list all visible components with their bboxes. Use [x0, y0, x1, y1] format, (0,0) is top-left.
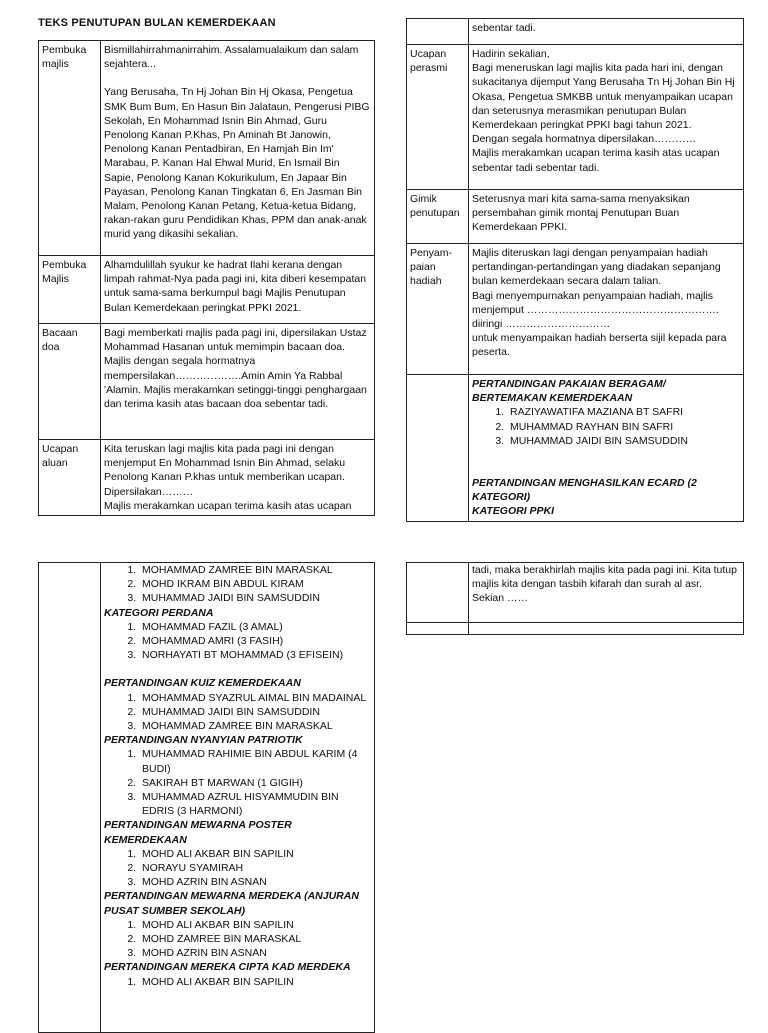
- script-cell: [101, 41, 375, 256]
- script-cell: [469, 19, 744, 45]
- script-cell: [101, 563, 375, 1033]
- role-cell: [407, 375, 469, 522]
- list-item: 3. MOHD AZRIN BIN ASNAN: [139, 875, 371, 889]
- script-cell: [101, 440, 375, 516]
- section-heading: PERTANDINGAN KUIZ KEMERDEKAAN: [104, 677, 301, 690]
- paragraph: Alhamdulillah syukur ke hadrat Ilahi kerana dengan limpah rahmat-Nya pada pagi ini, kita diberi kesempatan untuk sama-sama berkumpul bagi Majlis Penutupan Bulan Kemerdekaan peringkat PPKI 2021.: [104, 259, 367, 314]
- list-item: 1. MOHD ALI AKBAR BIN SAPILIN: [139, 847, 371, 861]
- script-table-2: [406, 18, 744, 522]
- list-item: 3. MOHAMMAD ZAMREE BIN MARASKAL: [139, 719, 371, 733]
- script-cell: [469, 45, 744, 190]
- paragraph: Bagi memberkati majlis pada pagi ini, dipersilakan Ustaz Mohammad Hasanan untuk memimpin bacaan doa. Majlis dengan segala hormatnya mempersilakan……………….Amin Amin Ya Rabbal 'Alamin. Majlis merakamkan setinggi-tinggi penghargaan dan terima kasih atas bacaan doa sebentar tadi.: [104, 327, 367, 411]
- list-item: 1. MOHAMMAD SYAZRUL AIMAL BIN MADAINAL: [139, 691, 371, 705]
- section-heading: PERTANDINGAN MEREKA CIPTA KAD MERDEKA: [104, 961, 351, 974]
- script-table-4: [406, 562, 744, 635]
- list-item: 2. MUHAMMAD RAYHAN BIN SAFRI: [507, 420, 740, 434]
- list-item: 1. MOHAMMAD FAZIL (3 AMAL): [139, 620, 371, 634]
- paragraph: Dengan segala hormatnya dipersilakan…………: [472, 133, 697, 146]
- section-heading: PERTANDINGAN PAKAIAN BERAGAM/ BERTEMAKAN KEMERDEKAAN: [472, 378, 666, 405]
- paragraph: tadi, maka berakhirlah majlis kita pada pagi ini. Kita tutup majlis kita dengan tasbih kifarah dan surah al asr.: [472, 564, 737, 591]
- list-item: 3. MUHAMMAD AZRUL HISYAMMUDIN BIN EDRIS (3 HARMONI): [139, 790, 371, 818]
- paragraph: sebentar tadi.: [472, 22, 536, 34]
- role-cell: Gimik penutupan: [407, 190, 469, 244]
- paragraph: Majlis merakamkan ucapan terima kasih atas ucapan: [104, 499, 352, 512]
- winner-list: [104, 847, 371, 890]
- winner-list: [104, 620, 371, 663]
- script-cell: [469, 375, 744, 522]
- list-item: 3. MUHAMMAD JAIDI BIN SAMSUDDIN: [139, 591, 371, 605]
- table-row: [407, 563, 744, 623]
- winner-list: [104, 691, 371, 734]
- section-heading: KATEGORI PPKI: [472, 505, 555, 518]
- table-row: [39, 256, 375, 324]
- list-item: 2. MUHAMMAD JAIDI BIN SAMSUDDIN: [139, 705, 371, 719]
- list-item: 2. SAKIRAH BT MARWAN (1 GIGIH): [139, 776, 371, 790]
- paragraph: Kita teruskan lagi majlis kita pada pagi ini dengan menjemput En Mohammad Isnin Bin Ahmad, selaku Penolong Kanan P.khas untuk memberikan ucapan. Dipersilakan………: [104, 443, 346, 498]
- paragraph: Majlis merakamkan ucapan terima kasih atas ucapan sebentar tadi sebentar tadi.: [472, 147, 720, 174]
- paragraph: Seterusnya mari kita sama-sama menyaksikan persembahan gimik montaj Penutupan Buan Kemerdekaan PPKI.: [472, 193, 690, 234]
- table-row: [407, 190, 744, 244]
- role-cell: Ucapan aluan: [39, 440, 101, 516]
- paragraph: Bismillahirrahmanirrahim. Assalamualaikum dan salam sejahtera...: [104, 44, 359, 71]
- script-cell: [469, 623, 744, 635]
- section-heading: PERTANDINGAN NYANYIAN PATRIOTIK: [104, 734, 303, 747]
- list-item: 3. NORHAYATI BT MOHAMMAD (3 EFISEIN): [139, 648, 371, 662]
- role-cell: Bacaan doa: [39, 324, 101, 440]
- list-item: 2. MOHD ZAMREE BIN MARASKAL: [139, 932, 371, 946]
- winner-list: [104, 918, 371, 961]
- list-item: 1. MOHAMMAD ZAMREE BIN MARASKAL: [139, 563, 371, 577]
- winner-list: [472, 405, 740, 448]
- section-heading: PERTANDINGAN MEWARNA MERDEKA (ANJURAN PUSAT SUMBER SEKOLAH): [104, 890, 359, 917]
- list-item: 1. MOHD ALI AKBAR BIN SAPILIN: [139, 975, 371, 989]
- paragraph: Yang Berusaha, Tn Hj Johan Bin Hj Okasa, Pengetua SMK Bum Bum, En Hasun Bin Jalataun, Pengerusi PIBG Sekolah, En Mohammad Isnin Bin Ahmad, Guru Penolong Kanan P.Khas, Pn Aminah Bt Janowin, Penolong Kanan Pentadbiran, En Hamjah Bin Im' Marabau, P. Kanan Hal Ehwal Murid, En Ismail Bin Sapie, Penolong Kanan Kokurikulum, En Japaar Bin Payasan, Penolong Kanan Tingkatan 6, En Jasman Bin Malam, Penolong Kanan Petang, Ketua-ketua Bidang, rakan-rakan guru Pendidikan Khas, PPM dan anak-anak murid yang dikasihi sekalian.: [104, 86, 370, 241]
- table-row: [39, 440, 375, 516]
- list-item: 3. MOHD AZRIN BIN ASNAN: [139, 946, 371, 960]
- role-cell: Pembuka majlis: [39, 41, 101, 256]
- table-row: [39, 41, 375, 256]
- list-item: 1. MUHAMMAD RAHIMIE BIN ABDUL KARIM (4 BUDI): [139, 747, 371, 775]
- winner-list: [104, 975, 371, 989]
- script-cell: [469, 563, 744, 623]
- paragraph: Bagi menyempurnakan penyampaian hadiah, majlis menjemput ……………………………………………….: [472, 289, 719, 316]
- table-row: [407, 45, 744, 190]
- paragraph: Bagi meneruskan lagi majlis kita pada hari ini, dengan sukacitanya dijemput Yang Berusaha Tn Hj Johan Bin Hj Okasa, Pengetua SMKBB untuk menyampaikan ucapan dan seterusnya merasmikan penutupan Bulan Kemerdekaan peringkat PPKI bagi tahun 2021.: [472, 62, 735, 132]
- role-cell: [407, 563, 469, 623]
- script-cell: [101, 324, 375, 440]
- table-row: [407, 375, 744, 522]
- script-cell: [101, 256, 375, 324]
- role-cell: [407, 19, 469, 45]
- script-cell: [469, 244, 744, 375]
- paragraph: Sekian ……: [472, 592, 529, 605]
- table-row: [407, 623, 744, 635]
- winner-list: [104, 747, 371, 818]
- section-heading: KATEGORI PERDANA: [104, 606, 214, 619]
- paragraph: Hadirin sekalian,: [472, 48, 550, 60]
- winner-list: [104, 563, 371, 606]
- table-row: [39, 563, 375, 1033]
- table-row: [39, 324, 375, 440]
- list-item: 2. NORAYU SYAMIRAH: [139, 861, 371, 875]
- paragraph: diiringi …………………………: [472, 318, 611, 331]
- role-cell: Penyam-paian hadiah: [407, 244, 469, 375]
- role-cell: [407, 623, 469, 635]
- section-heading: PERTANDINGAN MENGHASILKAN ECARD (2 KATEGORI): [472, 477, 697, 504]
- list-item: 1. RAZIYAWATIFA MAZIANA BT SAFRI: [507, 405, 740, 419]
- script-table-3: [38, 562, 375, 1033]
- script-cell: [469, 190, 744, 244]
- paragraph: untuk menyampaikan hadiah berserta sijil kepada para peserta.: [472, 332, 727, 359]
- paragraph: Majlis diteruskan lagi dengan penyampaian hadiah pertandingan-pertandingan yang diadakan sepanjang bulan kemerdekaan secara dalam talian.: [472, 247, 721, 288]
- table-row: [407, 19, 744, 45]
- document-title: TEKS PENUTUPAN BULAN KEMERDEKAAN: [38, 17, 276, 29]
- section-heading: PERTANDINGAN MEWARNA POSTER KEMERDEKAAN: [104, 819, 292, 846]
- list-item: 2. MOHAMMAD AMRI (3 FASIH): [139, 634, 371, 648]
- list-item: 3. MUHAMMAD JAIDI BIN SAMSUDDIN: [507, 434, 740, 448]
- role-cell: Pembuka Majlis: [39, 256, 101, 324]
- list-item: 1. MOHD ALI AKBAR BIN SAPILIN: [139, 918, 371, 932]
- role-cell: [39, 563, 101, 1033]
- list-item: 2. MOHD IKRAM BIN ABDUL KIRAM: [139, 577, 371, 591]
- table-row: [407, 244, 744, 375]
- script-table-1: [38, 40, 375, 516]
- role-cell: Ucapan perasmi: [407, 45, 469, 190]
